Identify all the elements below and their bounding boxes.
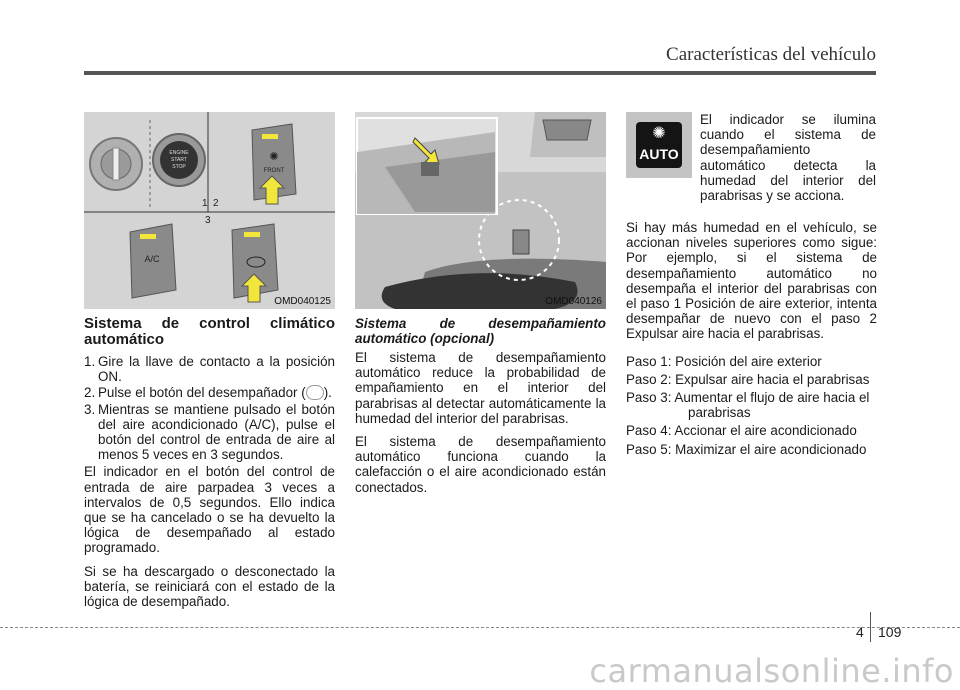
watermark: carmanualsonline.info (589, 652, 954, 690)
column-middle (355, 316, 606, 503)
list-item: 1. Gire la llave de contacto a la posición ON. (84, 354, 335, 385)
stop-label: STOP (172, 164, 186, 170)
ac-label: A/C (144, 254, 160, 264)
step-label-3: 3 (205, 215, 211, 226)
column-right (626, 220, 877, 460)
figure-caption-left: OMD040125 (274, 296, 331, 307)
list-item: 3. Mientras se mantiene pulsado el botón del aire acondicionado (A/C), pulse el botón del control de entrada de aire al menos 5 veces en 3 segundos. (84, 401, 335, 463)
section-heading-defog: Sistema de desempañamiento automático (opcional) (355, 316, 606, 346)
paragraph: El sistema de desempañamiento automático reduce la probabilidad de empañamiento en el interior del parabrisas al detectar automáticamente la humedad del interior del parabrisas. (355, 350, 606, 426)
auto-defog-indicator (626, 112, 692, 178)
paragraph: El indicador en el botón del control de entrada de aire parpadea 3 veces a intervalos de 0,5 segundos. Ello indica que se ha cancelado o se ha devuelto la lógica de desempañado al estado programado. (84, 464, 335, 556)
auto-label: AUTO (639, 146, 679, 162)
header-title: Características del vehículo (666, 44, 876, 65)
paragraph: Si hay más humedad en el vehículo, se accionan niveles superiores como sigue: Por ejemplo, si el sistema de desempañamiento automático no desempaña el interior del parabrisas con el paso 1 Posición de aire exterior, intenta desempañar de nuevo con el paso 2 Expulsar aire hacia el parabrisas. (626, 220, 877, 342)
column-left (84, 316, 335, 617)
paragraph: Si se ha descargado o desconectado la batería, se reiniciará con el estado de la lógica de desempañado. (84, 563, 335, 610)
defrost-icon: ✺ (269, 151, 279, 163)
list-item: Paso 2: Expulsar aire hacia el parabrisas (626, 371, 870, 387)
list-item: 2. Pulse el botón del desempañador ( ). (84, 385, 332, 401)
defog-wave-icon: ✺ (652, 125, 666, 142)
section-number: 4 (856, 624, 864, 640)
figure-climate-buttons (84, 112, 335, 309)
defog-sensor-illustration (355, 112, 606, 309)
climate-buttons-illustration (84, 112, 335, 309)
step-label-2: 2 (213, 198, 219, 209)
engine-label: ENGINE (169, 150, 189, 156)
defrost-icon (306, 385, 324, 400)
list-item: Paso 4: Accionar el aire acondicionado (626, 423, 857, 439)
paragraph: El sistema de desempañamiento automático funciona cuando la calefacción o el aire acondicionado están conectados. (355, 434, 606, 495)
footer-rule (0, 627, 960, 628)
page-number: 109 (878, 624, 902, 640)
indicator-description: El indicador se ilumina cuando el sistema de desempañamiento automático detecta la humedad del interior del parabrisas y se acciona. (700, 112, 876, 204)
page-separator (870, 612, 871, 642)
start-label: START (171, 157, 187, 163)
list-item: Paso 5: Maximizar el aire acondicionado (626, 441, 867, 457)
step-label-1: 1 (202, 198, 208, 209)
figure-defog-sensor (355, 112, 606, 309)
header-rule (84, 71, 876, 75)
list-item: Paso 1: Posición del aire exterior (626, 353, 822, 369)
figure-caption-middle: OMD040126 (545, 296, 602, 307)
front-label: FRONT (263, 168, 285, 174)
list-item: Paso 3: Aumentar el flujo de aire hacia el parabrisas (626, 390, 870, 421)
section-heading-climate: Sistema de control climático automático (84, 315, 335, 348)
